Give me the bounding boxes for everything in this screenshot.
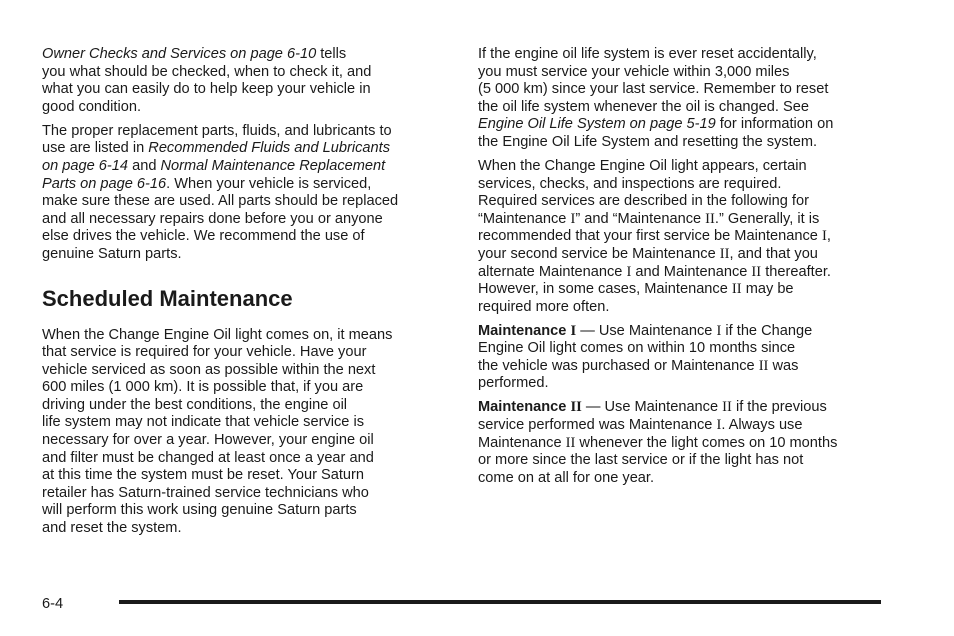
text-span: the vehicle was purchased or Maintenance [478,357,759,374]
owner-checks-paragraph [42,46,442,116]
text-span: ” and “Maintenance [575,210,706,227]
text-line [42,46,442,64]
cross-reference: Recommended Fluids and Lubricants [148,140,391,157]
text-line: you what should be checked, when to check it, and [42,63,372,80]
text-line: Required services are described in the following for [478,193,809,210]
text-line: and filter must be changed at least once a year and [42,449,374,466]
text-line [478,323,882,341]
roman-numeral: I [570,210,576,227]
text-line: else drives the vehicle. We recommend the use of [42,228,365,245]
roman-numeral: II [719,245,730,262]
text-line [478,417,882,435]
text-span: tells [316,46,347,62]
text-span: — Use Maintenance [581,399,723,416]
roman-numeral: II [705,210,715,227]
text-line [42,140,442,158]
roman-numeral: I [821,228,827,245]
text-span: recommended that your first service be Maintenance [478,228,822,245]
text-span: .” Generally, it is [714,210,820,227]
text-line: driving under the best conditions, the engine oil [42,396,348,413]
text-line: When the Change Engine Oil light appears, certain [478,157,807,174]
text-span: your second service be Maintenance [478,245,720,262]
text-span: alternate Maintenance [478,263,627,280]
text-line: life system may not indicate that vehicle service is [42,414,365,431]
right-column [478,46,882,494]
text-span: service performed was Maintenance [478,417,717,434]
cross-reference: Owner Checks and Services on page 6-10 [42,46,317,62]
text-span: — Use Maintenance [576,322,717,339]
term-label: Maintenance [478,322,571,339]
text-line [478,246,882,264]
cross-reference: Normal Maintenance Replacement [160,157,386,174]
text-span: may be [741,281,794,298]
text-span: “Maintenance [478,210,571,227]
text-line: and reset the system. [42,520,182,537]
text-line: (5 000 km) since your last service. Remember to reset [478,81,829,98]
text-span: if the previous [731,399,827,416]
text-line: vehicle serviced as soon as possible within the next [42,361,376,378]
text-span: and Maintenance [631,263,752,280]
text-line [478,435,882,453]
cross-reference: Parts on page 6-16 [42,175,167,192]
text-line: and all necessary repairs done before you or anyone [42,210,383,227]
text-line [478,211,882,229]
text-line: services, checks, and inspections are required. [478,175,782,192]
section-heading: Scheduled Maintenance [42,285,293,311]
text-line [478,358,882,376]
text-line: at this time the system must be reset. Your Saturn [42,467,365,484]
text-span: , [826,228,831,245]
text-line: When the Change Engine Oil light comes on, it means [42,326,393,343]
roman-numeral: I [716,417,722,434]
text-span: and [128,157,161,174]
cross-reference: Engine Oil Life System on page 5-19 [478,116,716,133]
text-line: necessary for over a year. However, your engine oil [42,432,374,449]
left-column [42,46,442,544]
roman-numeral: II [570,399,582,416]
roman-numeral: I [626,263,632,280]
text-span: thereafter. [761,263,831,280]
roman-numeral: I [716,322,722,339]
text-line: or more since the last service or if the light has not [478,452,804,469]
roman-numeral: II [751,263,762,280]
text-line: 600 miles (1 000 km). It is possible that, if you are [42,379,364,396]
text-line: that service is required for your vehicle. Have your [42,344,367,361]
text-line: you must service your vehicle within 3,000 miles [478,63,790,80]
roman-numeral: I [570,322,577,339]
text-line [478,116,882,134]
scheduled-maintenance-paragraph [42,327,442,538]
footer-rule [119,600,881,604]
replacement-parts-paragraph [42,123,442,264]
cross-reference: on page 6-14 [42,157,129,174]
maintenance-two-paragraph [478,399,882,487]
change-oil-light-paragraph [478,158,882,316]
roman-numeral: II [565,434,576,451]
text-line: required more often. [478,298,610,315]
text-line: good condition. [42,98,141,115]
text-line: genuine Saturn parts. [42,245,182,262]
text-line: what you can easily do to help keep your vehicle in [42,81,371,98]
text-line: come on at all for one year. [478,469,655,486]
oil-reset-paragraph [478,46,882,152]
page-number: 6-4 [42,596,64,612]
text-line: The proper replacement parts, fluids, and lubricants to [42,122,392,139]
text-line [478,281,882,299]
text-line [42,158,442,176]
text-line: the oil life system whenever the oil is changed. See [478,98,809,115]
text-span: was [768,357,799,374]
text-span: whenever the light comes on 10 months [575,434,838,451]
text-span: . Always use [721,417,803,434]
roman-numeral: II [758,357,769,374]
roman-numeral: II [731,281,742,298]
term-label: Maintenance [478,399,571,416]
text-line [42,176,442,194]
text-span: use are listed in [42,140,149,157]
text-line: performed. [478,375,549,392]
text-span: . When your vehicle is serviced, [166,175,372,192]
text-line: will perform this work using genuine Saturn parts [42,502,357,519]
text-line: retailer has Saturn-trained service technicians who [42,484,369,501]
text-span: Maintenance [478,434,566,451]
text-line [478,264,882,282]
text-span: for information on [715,116,834,133]
roman-numeral: II [722,399,732,416]
text-line: make sure these are used. All parts should be replaced [42,193,399,210]
maintenance-one-paragraph [478,323,882,393]
text-span: However, in some cases, Maintenance [478,281,732,298]
text-span: if the Change [721,322,813,339]
text-line [478,228,882,246]
text-line: the Engine Oil Life System and resetting the system. [478,133,818,150]
text-line: Engine Oil light comes on within 10 months since [478,340,796,357]
text-span: , and that you [729,245,818,262]
text-line: If the engine oil life system is ever reset accidentally, [478,46,817,62]
text-line [478,399,882,417]
